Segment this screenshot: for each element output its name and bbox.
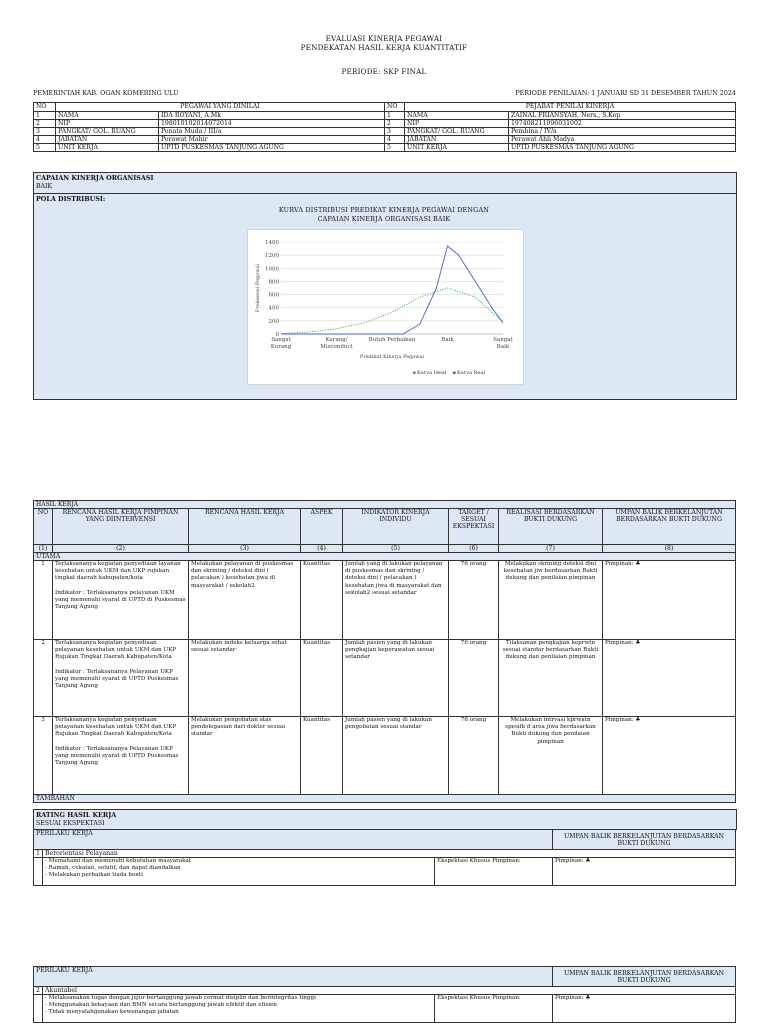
th-umpan-balik: UMPAN BALIK BERKELANJUTAN BERDASARKAN BUKTI DUKUNG <box>603 509 736 545</box>
rhk-pimpinan-text: Terlaksananya kegiatan penyediaan pelayanan kesehatan untuk UKM dan UKP Rujukan Tingkat Daerah Kabupaten/Kota <box>55 640 177 661</box>
umpan-cell: Pimpinan: ♣ <box>553 995 736 1023</box>
item-no: 1 <box>34 850 43 858</box>
rhk-pimpinan-text: Terlaksananya kegiatan penyediaan layanan kesehatan untuk UKM dan UKP rujukan tingkat daerah kabupaten/kota <box>55 561 181 582</box>
row-label: PANGKAT/ GOL. RUANG <box>56 128 159 136</box>
indikator-text: Indikator : Terlaksananya pelayanan UKM yang memenuhi syarat di UPTD di Puskesmas Tanjung Agung <box>55 589 186 611</box>
pejabat-title: PEJABAT PENILAI KINERJA <box>405 103 736 112</box>
th-realisasi: REALISASI BERDASARKAN BUKTI DUKUNG <box>499 509 603 545</box>
item-name: Akuntabel <box>43 987 736 995</box>
chart-title-2: CAPAIAN KINERJA ORGANISASI BAIK <box>317 215 451 223</box>
row-label: JABATAN <box>56 136 159 144</box>
num-3: (3) <box>189 545 301 553</box>
item-line: - Melaksanakan tugas dengan jujur bertanggung jawab cermat disiplin dan berintegritas tinggi <box>45 995 316 1001</box>
periode-penilaian: PERIODE PENILAIAN: 1 JANUARI SD 31 DESEMBER TAHUN 2024 <box>515 89 736 97</box>
identity-row <box>34 136 736 144</box>
ekspektasi-cell: Ekspektasi Khusus Pimpinan: <box>435 995 553 1023</box>
row-no: 2 <box>34 640 53 717</box>
rating-box <box>33 809 737 830</box>
ekspektasi-cell: Ekspektasi Khusus Pimpinan: <box>435 858 553 886</box>
num-2: (2) <box>53 545 189 553</box>
th-aspek: ASPEK <box>301 509 343 545</box>
y-tick-label: 600 <box>268 292 279 299</box>
pola-title: POLA DISTRIBUSI: <box>36 195 106 203</box>
item-line: - Tidak menyalahgunakan kewenangan jabatan <box>45 1009 179 1016</box>
umpan-cell: Pimpinan: ♣ <box>553 858 736 886</box>
item-name: Berorientasi Pelayanan <box>43 850 736 858</box>
row-label: JABATAN <box>405 136 509 144</box>
umpan-cell: Pimpinan: ♣ <box>603 640 736 717</box>
x-tick-label: Kurang <box>270 344 292 350</box>
num-8: (8) <box>603 545 736 553</box>
utama-label: UTAMA <box>34 553 736 561</box>
aspek-cell: Kuantitas <box>301 717 343 795</box>
y-tick-label: 1000 <box>265 266 279 273</box>
item-lines <box>43 995 435 1023</box>
capaian-box <box>33 172 737 194</box>
row-no: 4 <box>34 136 56 144</box>
pejabat-value: Perawat Ahli Madya <box>509 136 736 144</box>
rating-value: SESUAI EKSPEKTASI <box>36 820 105 827</box>
umpan-cell: Pimpinan: ♣ <box>603 717 736 795</box>
y-tick-label: 800 <box>268 279 279 286</box>
perilaku-table-2 <box>33 966 736 1023</box>
row-no: 2 <box>34 120 56 128</box>
num-4: (4) <box>301 545 343 553</box>
identity-row <box>34 120 736 128</box>
y-axis-label: Frekuensi Pegawai <box>255 263 261 313</box>
legend-swatch <box>453 372 456 375</box>
legend-label: Kurva Real <box>457 370 485 377</box>
perilaku-umpan-head: UMPAN BALIK BERKELANJUTAN BERDASARKAN BUKTI DUKUNG <box>553 967 736 987</box>
th-rhk: RENCANA HASIL KERJA <box>189 509 301 545</box>
pejabat-value: Pembina / IV/a <box>509 128 736 136</box>
row-label: NIP <box>405 120 509 128</box>
pejabat-value: ZAINAL FRIANSYAH, Ners., S.Kep <box>509 112 736 120</box>
perilaku-head: PERILAKU KERJA <box>34 967 553 987</box>
item-lines <box>43 858 435 886</box>
pejabat-value: UPTD PUSKESMAS TANJUNG AGUNG <box>509 144 736 152</box>
item-line: - Ramah, cekatan, solutif, dan dapat diandalkan <box>45 865 181 872</box>
th-iki: INDIKATOR KINERJA INDIVIDU <box>343 509 449 545</box>
row-label: UNIT KERJA <box>56 144 159 152</box>
rating-title: RATING HASIL KERJA <box>36 811 117 819</box>
row-no: 4 <box>385 136 405 144</box>
chart-title-1: KURVA DISTRIBUSI PREDIKAT KINERJA PEGAWAI DENGAN <box>278 206 490 214</box>
pegawai-value: 198010102014072014 <box>159 120 385 128</box>
col-no-2: NO <box>385 103 405 112</box>
identity-row <box>34 112 736 120</box>
pegawai-value: IDA ROYANI, A.Mk <box>159 112 385 120</box>
realisasi-cell: Melakukan skrining deteksi dini kesehatan jiw berdasarkan Bukti dukung dan penilaian pimpinan <box>499 561 603 640</box>
row-no: 5 <box>385 144 405 152</box>
y-tick-label: 400 <box>268 305 279 312</box>
row-label: PANGKAT/ GOL. RUANG <box>405 128 509 136</box>
col-no: NO <box>34 103 56 112</box>
row-no: 5 <box>34 144 56 152</box>
num-5: (5) <box>343 545 449 553</box>
row-label: NAMA <box>405 112 509 120</box>
x-axis-label: Predikat Kinerja Pegawai <box>359 354 425 360</box>
iki-cell: Jumlah pasien yang di lakukan pengkajian keperawatan sesuai setandar <box>343 640 449 717</box>
y-tick-label: 1400 <box>265 240 279 246</box>
aspek-cell: Kuantitas <box>301 640 343 717</box>
pegawai-value: Penata Muda / III/a <box>159 128 385 136</box>
target-cell: 76 orang <box>449 640 499 717</box>
row-label: UNIT KERJA <box>405 144 509 152</box>
indikator-text: Indikator : Terlaksananya Pelayanan UKP yang memenuhi syarat di UPTD Puskesmas Tanjung Agung <box>55 668 179 690</box>
row-no: 3 <box>385 128 405 136</box>
item-line: - Menggunakan kekayaan dan BMN secara bertanggung jawab efektif dan efisien <box>45 1002 277 1009</box>
indikator-text: Indikator : Terlaksananya Pelayanan UKP yang memenuhi syarat di UPTD Puskesmas Tanjung Agung <box>55 745 179 767</box>
table-row <box>34 640 736 717</box>
num-1: (1) <box>34 545 53 553</box>
identity-table <box>33 102 736 152</box>
rhk-pimpinan-cell <box>53 717 189 795</box>
row-no: 3 <box>34 717 53 795</box>
pegawai-title: PEGAWAI YANG DINILAI <box>56 103 385 112</box>
pegawai-value: UPTD PUSKESMAS TANJUNG AGUNG <box>159 144 385 152</box>
hasil-section: HASIL KERJA <box>34 501 736 509</box>
x-tick-label: Butuh Perbaikan <box>368 337 416 343</box>
rhk-pimpinan-cell <box>53 561 189 640</box>
row-no: 1 <box>385 112 405 120</box>
doc-title: EVALUASI KINERJA PEGAWAI <box>325 34 443 43</box>
x-tick-label: Baik <box>441 337 454 343</box>
item-line: - Melakukan perbaikan tiada henti <box>45 872 143 879</box>
capaian-title: CAPAIAN KINERJA ORGANISASI <box>36 174 154 182</box>
doc-subtitle: PENDEKATAN HASIL KERJA KUANTITATIF <box>300 43 468 52</box>
tambahan-label: TAMBAHAN <box>34 795 736 803</box>
aspek-cell: Kuantitas <box>301 561 343 640</box>
identity-row <box>34 128 736 136</box>
x-tick-label: Sangat <box>271 337 291 343</box>
perilaku-umpan-head: UMPAN BALIK BERKELANJUTAN BERDASARKAN BUKTI DUKUNG <box>553 830 736 850</box>
num-7: (7) <box>499 545 603 553</box>
rhk-pimpinan-text: Terlaksananya kegiatan penyediaan pelayanan kesehatan untuk UKM dan UKP Rujukan Tingkat Daerah Kabupaten/Kota <box>55 717 177 738</box>
target-cell: 76 orang <box>449 717 499 795</box>
legend-swatch <box>413 372 416 375</box>
y-tick-label: 1200 <box>265 253 279 260</box>
capaian-value: BAIK <box>36 183 53 190</box>
legend-label: Kurva Ideal <box>417 370 447 377</box>
x-tick-label: Misconduct <box>320 344 353 350</box>
chart-area <box>247 229 524 385</box>
row-no: 2 <box>385 120 405 128</box>
identity-row <box>34 144 736 152</box>
perilaku-table-1 <box>33 829 736 886</box>
target-cell: 76 orang <box>449 561 499 640</box>
y-tick-label: 200 <box>268 318 279 325</box>
rhk-cell: Melakukan pengobatan atas pendelegasian dari dokter sesuai standar <box>189 717 301 795</box>
x-tick-label: Kurang/ <box>325 337 348 343</box>
num-6: (6) <box>449 545 499 553</box>
perilaku-head: PERILAKU KERJA <box>34 830 553 850</box>
hasil-kerja-table <box>33 500 736 803</box>
row-no: 1 <box>34 561 53 640</box>
rhk-cell: Melakukan pelayanan di puskesmas dan skrining / deteksi dini ( pelacakan ) kesehatan jiwa di masyarakat / sekolah2 <box>189 561 301 640</box>
th-no: NO <box>34 509 53 545</box>
row-no: 3 <box>34 128 56 136</box>
x-tick-label: Sangat <box>493 337 513 343</box>
th-rhk-pimpinan: RENCANA HASIL KERJA PIMPINAN YANG DIINTERVENSI <box>53 509 189 545</box>
item-no: 2 <box>34 987 43 995</box>
pegawai-value: Perawat Mahir <box>159 136 385 144</box>
distribution-chart <box>248 230 523 384</box>
table-row <box>34 717 736 795</box>
realisasi-cell: Melakukan intrvasi kprwatn spesifk d area jiwa berdasarkan Bukti dukung dan penilaian pimpinan <box>499 717 603 795</box>
realisasi-cell: Tilaksanan pengkajian keprwtn sesuai standar berdasarkan Bukti dukung dan penilaian pimpinan <box>499 640 603 717</box>
instansi: PEMERINTAH KAB. OGAN KOMERING ULU <box>33 89 179 97</box>
th-target: TARGET / SESUAI EKSPEKTASI <box>449 509 499 545</box>
item-line: - Memahami dan memenuhi kebutuhan masyarakat <box>45 858 192 864</box>
row-label: NAMA <box>56 112 159 120</box>
pejabat-value: 197408211996031002 <box>509 120 736 128</box>
rhk-pimpinan-cell <box>53 640 189 717</box>
table-row <box>34 561 736 640</box>
rhk-cell: Melakukan indeks keluarga sehat sesuai setandar <box>189 640 301 717</box>
iki-cell: Jumlah yang di lakukan pelayanan di puskesmas dan skrining / deteksi dini ( pelacakan ) kesehatan jiwa di masyarakat dan sekolah2 sesuai setandar <box>343 561 449 640</box>
x-tick-label: Baik <box>496 344 510 350</box>
y-tick-label: 0 <box>275 332 279 338</box>
umpan-cell: Pimpinan: ♣ <box>603 561 736 640</box>
row-no: 1 <box>34 112 56 120</box>
doc-periode: PERIODE: SKP FINAL <box>341 67 427 76</box>
iki-cell: Jumlah pasien yang di lakukan pengobatan sesuai standar <box>343 717 449 795</box>
row-label: NIP <box>56 120 159 128</box>
